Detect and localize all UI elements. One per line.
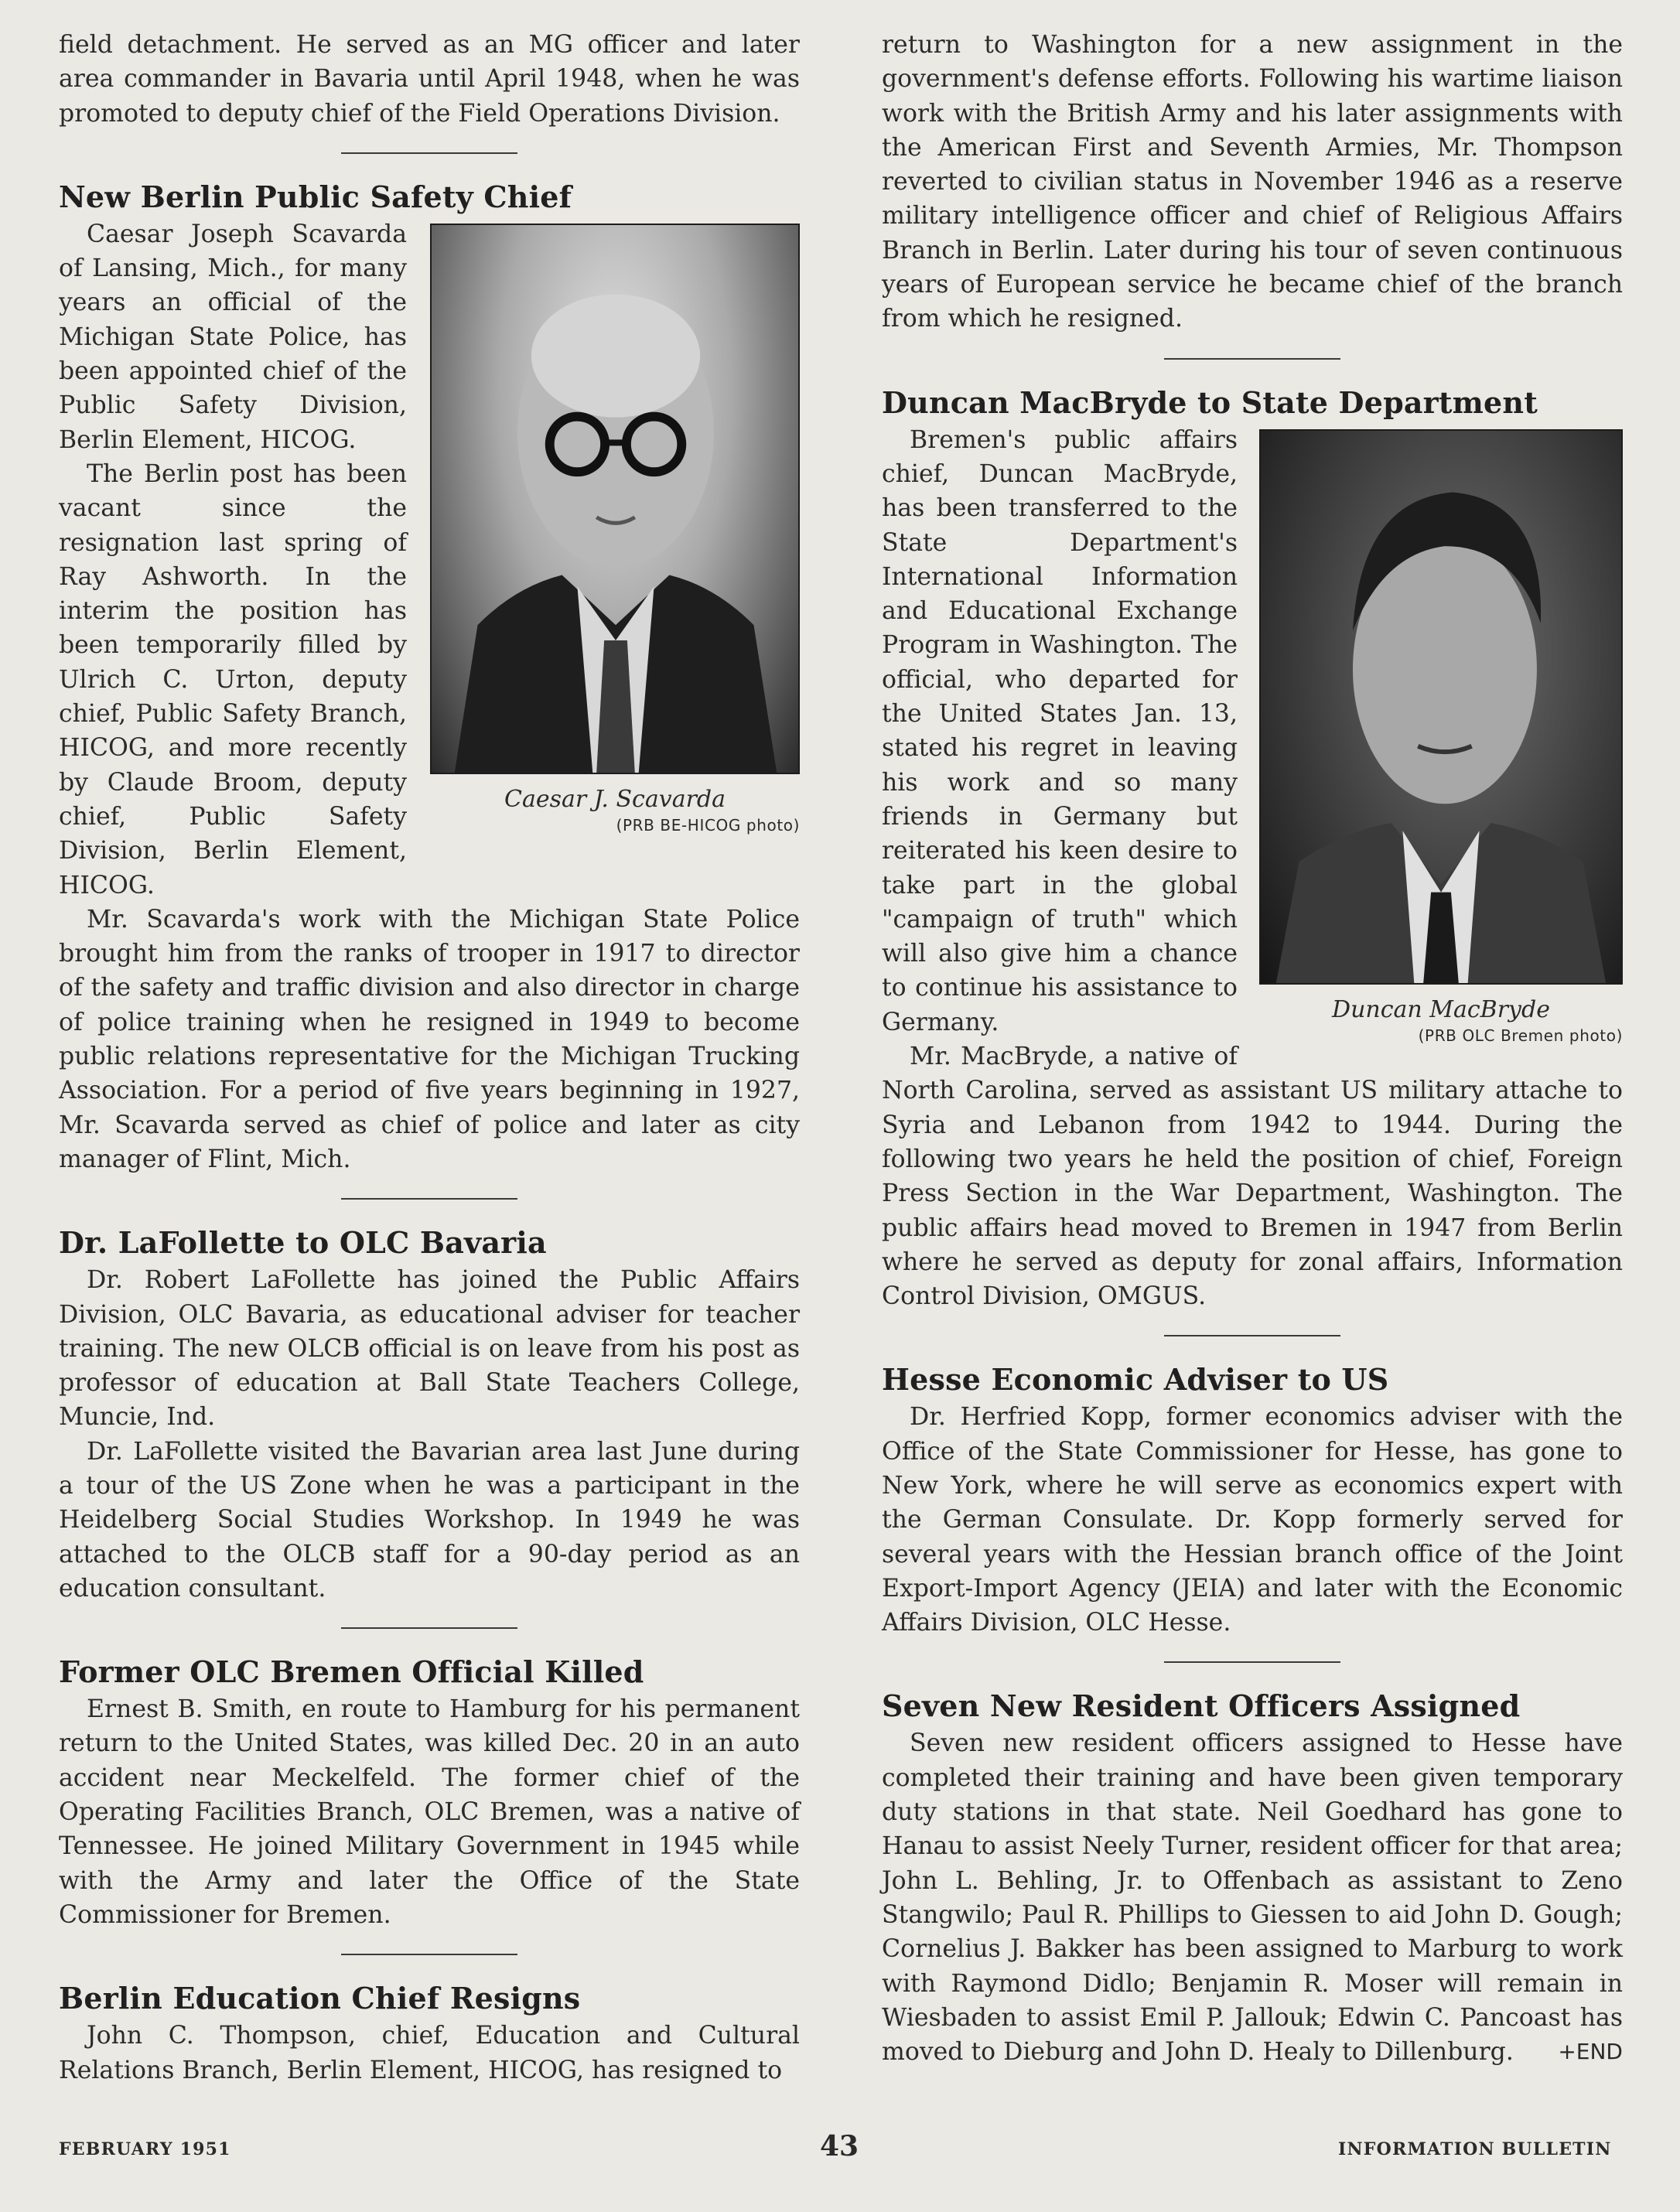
article-paragraph: Ernest B. Smith, en route to Hamburg for his permanent return to the United States, was killed Dec. 20 in an auto accident near Meckelfeld. The former chief of the Operating Facilities Branch, OLC Bremen, was a native of Tennessee. He joined Military Government in 1945 while with the Army and later the Office of the State Commissioner for Bremen.: [59, 1695, 800, 1929]
figure-macbryde: [1259, 429, 1623, 1046]
article-paragraph: John C. Thompson, chief, Education and Cultural Relations Branch, Berlin Element, HICOG, has resigned to: [59, 2022, 800, 2084]
headline-hesse-economic-adviser: Hesse Economic Adviser to US: [882, 1362, 1389, 1398]
section-divider: [341, 1198, 517, 1200]
article-paragraph: The Berlin post has been vacant since the resignation last spring of Ray Ashworth. In the interim the position has been temporarily filled by Ulrich C. Urton, deputy chief, Public Safety Branch, HICOG, and more recently by Claude Broom, deputy chief, Public Safety Division, Berlin Element, HICOG.: [59, 459, 407, 899]
article-paragraph: Bremen's public affairs chief, Duncan MacBryde, has been transferred to the State Department's International Information and Educational Exchange Program in Washington. The official, who departed for the United States Jan. 13, stated his regret in leaving his work and so many friends in Germany but reiterated his keen desire to take part in the global "campaign of truth" which will also give him a chance to continue his assistance to Germany.: [882, 425, 1238, 1036]
footer-date: FEBRUARY 1951: [59, 2139, 231, 2159]
section-divider: [341, 152, 517, 154]
article-paragraph: Mr. MacBryde, a native of North Carolina, served as assistant US military attache to Syria and Lebanon from 1942 to 1944. During the following two years he held the position of chief, Foreign Press Section in the War Department, Washington. The public affairs head moved to Bremen in 1947 from Berlin where he served as deputy for zonal affairs, Information Control Division, OMGUS.: [882, 1043, 1623, 1311]
article-paragraph: Dr. Robert LaFollette has joined the Public Affairs Division, OLC Bavaria, as educational adviser for teacher training. The new OLCB official is on leave from his post as professor of education at Ball State Teachers College, Muncie, Ind.: [59, 1266, 800, 1432]
photo-duncan-macbryde: [1259, 429, 1623, 985]
section-divider: [1164, 1335, 1340, 1336]
headline-bremen-official-killed: Former OLC Bremen Official Killed: [59, 1654, 644, 1690]
article-paragraph: [882, 1726, 1623, 2069]
end-mark: +END: [1558, 2039, 1623, 2065]
continued-paragraph: return to Washington for a new assignment in the government's defense efforts. Following his wartime liaison work with the British Army and his later assignments with the American First and Seventh Armies, Mr. Thompson reverted to civilian status in November 1946 as a reserve military intelligence officer and chief of Religious Affairs Branch in Berlin. Later during his tour of seven continuous years of European service he became chief of the branch from which he resigned.: [882, 31, 1623, 333]
photo-credit: (PRB BE-HICOG photo): [616, 815, 800, 835]
photo-caption: Duncan MacBryde: [1332, 995, 1550, 1023]
headline-berlin-education-chief: Berlin Education Chief Resigns: [59, 1981, 581, 2016]
article-paragraph: Dr. Herfried Kopp, former economics adviser with the Office of the State Commissioner for Hesse, has gone to New York, where he will serve as economics expert with the German Consulate. Dr. Kopp formerly served for several years with the Hessian branch office of the Joint Export-Import Agency (JEIA) and later with the Economic Affairs Division, OLC Hesse.: [882, 1403, 1623, 1637]
photo-credit: (PRB OLC Bremen photo): [1418, 1026, 1623, 1045]
portrait-illustration-macbryde: [1261, 431, 1621, 983]
article-paragraph: Caesar Joseph Scavarda of Lansing, Mich., for many years an official of the Michigan State Police, has been appointed chief of the Public Safety Division, Berlin Element, HICOG.: [59, 220, 407, 454]
article-paragraph: Mr. Scavarda's work with the Michigan State Police brought him from the ranks of trooper in 1917 to director of the safety and traffic division and also director in charge of police training when he resigned in 1949 to become public relations representative for the Michigan Trucking Association. For a period of five years beginning in 1927, Mr. Scavarda served as chief of police and later as city manager of Flint, Mich.: [59, 905, 800, 1173]
photo-caesar-scavarda: [430, 224, 800, 774]
headline-berlin-public-safety: New Berlin Public Safety Chief: [59, 179, 572, 214]
headline-resident-officers: Seven New Resident Officers Assigned: [882, 1688, 1521, 1724]
section-divider: [1164, 358, 1340, 360]
section-divider: [1164, 1661, 1340, 1663]
right-column: [882, 28, 1623, 2069]
article-paragraph: Dr. LaFollette visited the Bavarian area last June during a tour of the US Zone when he was a participant in the Heidelberg Social Studies Workshop. In 1949 he was attached to the OLCB staff for a 90-day period as an education consultant.: [59, 1437, 800, 1603]
page-number: 43: [820, 2130, 859, 2163]
left-column: [59, 28, 800, 2087]
article-text: Seven new resident officers assigned to Hesse have completed their training and have been given temporary duty stations in that state. Neil Goedhard has gone to Hanau to assist Neely Turner, resident officer for that area; John L. Behling, Jr. to Offenbach as assistant to Zeno Stangwilo; Paul R. Phillips to Giessen to aid John D. Gough; Cornelius J. Bakker has been assigned to Marburg to work with Raymond Didlo; Benjamin R. Moser will remain in Wiesbaden to assist Emil P. Jallouk; Edwin C. Pancoast has moved to Dieburg and John D. Healy to Dillenburg.: [882, 1729, 1623, 2067]
section-divider: [341, 1627, 517, 1629]
footer-publication: INFORMATION BULLETIN: [1338, 2139, 1612, 2159]
headline-macbryde: Duncan MacBryde to State Department: [882, 384, 1538, 420]
section-divider: [341, 1954, 517, 1955]
continued-paragraph: field detachment. He served as an MG officer and later area commander in Bavaria until April 1948, when he was promoted to deputy chief of the Field Operations Division.: [59, 31, 800, 128]
portrait-illustration-scavarda: [432, 225, 798, 773]
headline-lafollette: Dr. LaFollette to OLC Bavaria: [59, 1225, 547, 1261]
photo-caption: Caesar J. Scavarda: [504, 785, 726, 813]
figure-scavarda: [430, 224, 800, 836]
